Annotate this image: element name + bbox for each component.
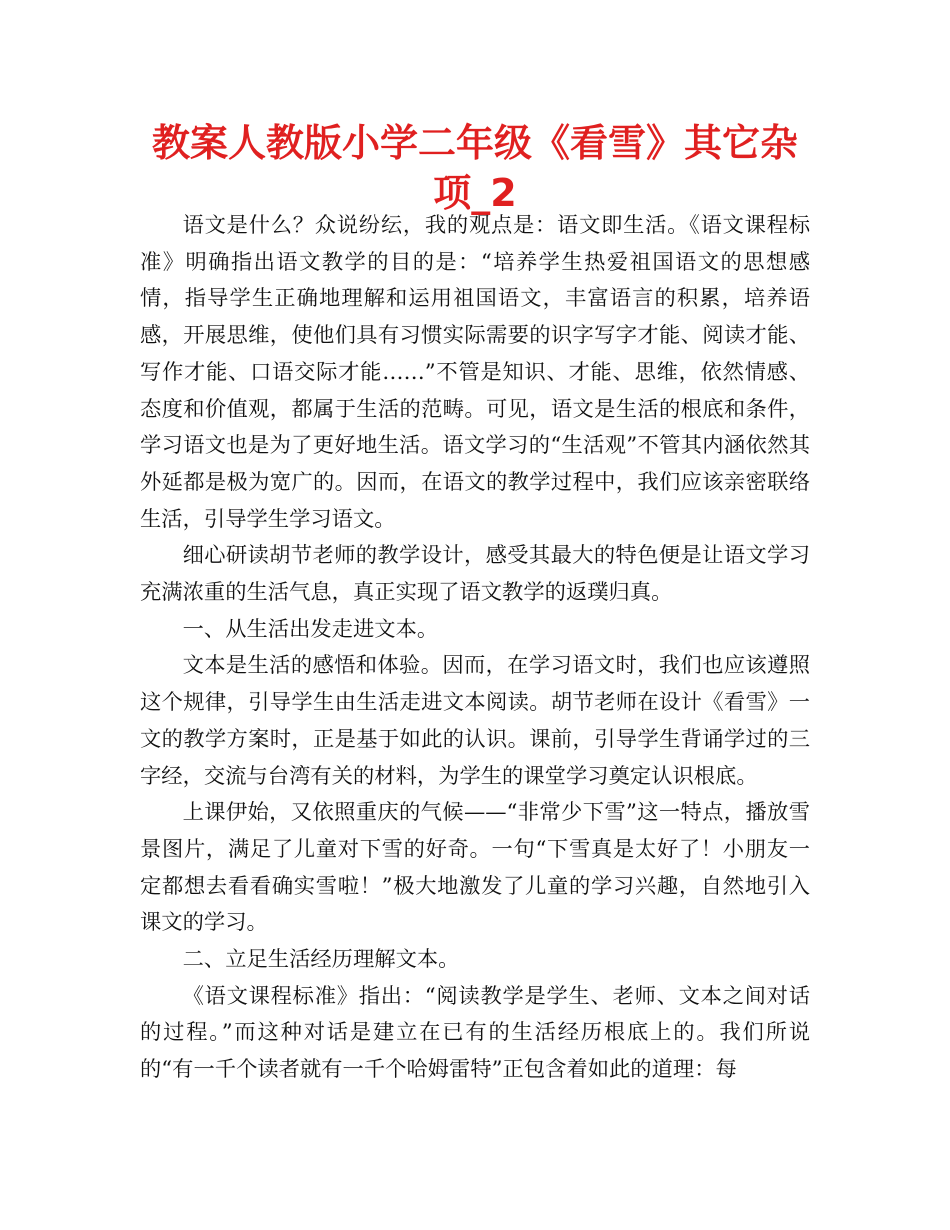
- document-body: [140, 208, 810, 1089]
- paragraph: 文本是生活的感悟和体验。因而，在学习语文时，我们也应该遵照这个规律，引导学生由生活走进文本阅读。胡节老师在设计《看雪》一文的教学方案时，正是基于如此的认识。课前，引导学生背诵学过的三字经，交流与台湾有关的材料，为学生的课堂学习奠定认识根底。: [140, 653, 810, 789]
- paragraph: 《语文课程标准》指出：“阅读教学是学生、老师、文本之间对话的过程。”而这种对话是建立在已有的生活经历根底上的。我们所说的“有一千个读者就有一千个哈姆雷特”正包含着如此的道理：每: [140, 983, 810, 1083]
- paragraph: 上课伊始，又依照重庆的气候——“非常少下雪”这一特点，播放雪景图片，满足了儿童对下雪的好奇。一句“下雪真是太好了！小朋友一定都想去看看确实雪啦！”极大地激发了儿童的学习兴趣，自然地引入课文的学习。: [140, 800, 810, 936]
- document-title: 教案人教版小学二年级《看雪》其它杂项_2: [151, 121, 798, 215]
- paragraph: 语文是什么？众说纷纭，我的观点是：语文即生活。《语文课程标准》明确指出语文教学的目的是：“培养学生热爱祖国语文的思想感情，指导学生正确地理解和运用祖国语文，丰富语言的积累，培养语感，开展思维，使他们具有习惯实际需要的识字写字才能、阅读才能、写作才能、口语交际才能……”不管是知识、才能、思维，依然情感、态度和价值观，都属于生活的范畴。可见，语文是生活的根底和条件，学习语文也是为了更好地生活。语文学习的“生活观”不管其内涵依然其外延都是极为宽广的。因而，在语文的教学过程中，我们应该亲密联络生活，引导学生学习语文。: [140, 213, 810, 532]
- section-heading: 一、从生活出发走进文本。: [182, 616, 439, 642]
- paragraph: 细心研读胡节老师的教学设计，感受其最大的特色便是让语文学习充满浓重的生活气息，真正实现了语文教学的返璞归真。: [140, 543, 810, 606]
- section-heading: 二、立足生活经历理解文本。: [182, 947, 460, 973]
